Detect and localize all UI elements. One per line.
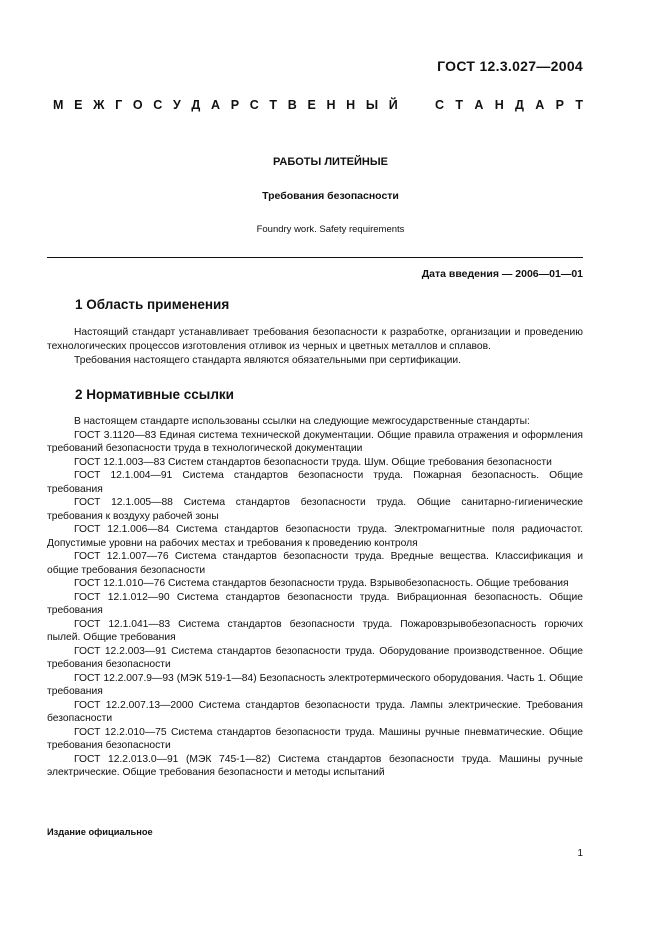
reference-item: ГОСТ 12.1.003—83 Систем стандартов безопасности труда. Шум. Общие требования безопасности <box>74 456 552 468</box>
letter: Н <box>326 98 336 112</box>
letter: Н <box>494 98 504 112</box>
page-number: 1 <box>577 848 583 859</box>
reference-item: ГОСТ 12.2.007.9—93 (МЭК 519-1—84) Безопасность электротермического оборудования. Часть 1. Общие требования <box>47 672 583 697</box>
document-title: РАБОТЫ ЛИТЕЙНЫЕ <box>273 156 388 168</box>
letter: С <box>249 98 259 112</box>
word-standard <box>435 98 583 112</box>
reference-item: ГОСТ 12.1.041—83 Система стандартов безопасности труда. Пожаровзрывобезопасность горючих пылей. Общие требования <box>47 618 583 643</box>
letter: Е <box>307 98 316 112</box>
reference-item: ГОСТ 12.1.006—84 Система стандартов безопасности труда. Электромагнитные поля радиочастот. Допустимые уровни на рабочих местах и требования к проведению контроля <box>47 524 583 549</box>
references-list <box>47 415 583 780</box>
reference-item: ГОСТ 12.1.005—88 Система стандартов безопасности труда. Общие санитарно-гигиенические требования к воздуху рабочей зоны <box>47 497 583 522</box>
scope-paragraph: Настоящий стандарт устанавливает требования безопасности к разработке, организации и проведению технологических процессов изготовления отливок из черных и цветных металлов и сплавов. <box>47 327 583 352</box>
letter: С <box>435 98 445 112</box>
standard-type-heading <box>53 98 583 112</box>
letter: В <box>287 98 297 112</box>
reference-item: ГОСТ 12.2.003—91 Система стандартов безопасности труда. Оборудование производственное. Общие требования безопасности <box>47 645 583 670</box>
letter: Т <box>269 98 278 112</box>
reference-item: ГОСТ 3.1120—83 Единая система технической документации. Общие правила отражения и оформления требований безопасности труда в технологической документации <box>47 429 583 454</box>
letter: Г <box>115 98 123 112</box>
reference-item: ГОСТ 12.2.007.13—2000 Система стандартов безопасности труда. Лампы электрические. Требования безопасности <box>47 699 583 724</box>
letter: Д <box>515 98 524 112</box>
letter: А <box>535 98 545 112</box>
letter: О <box>132 98 143 112</box>
introduction-date: Дата введения — 2006—01—01 <box>421 268 583 280</box>
letter: Т <box>575 98 583 112</box>
letter: Р <box>555 98 564 112</box>
section-heading-references: 2 Нормативные ссылки <box>75 387 234 402</box>
reference-item: ГОСТ 12.2.013.0—91 (МЭК 745-1—82) Система стандартов безопасности труда. Машины ручные электрические. Общие требования безопасности и методы испытаний <box>47 753 583 778</box>
letter: У <box>172 98 181 112</box>
letter: Т <box>455 98 463 112</box>
reference-item: ГОСТ 12.2.010—75 Система стандартов безопасности труда. Машины ручные пневматические. Общие требования безопасности <box>47 726 583 751</box>
letter: С <box>153 98 163 112</box>
letter: Й <box>388 98 398 112</box>
document-number: ГОСТ 12.3.027—2004 <box>437 58 583 74</box>
official-edition-label: Издание официальное <box>47 827 153 837</box>
letter: Ж <box>93 98 105 112</box>
reference-item: ГОСТ 12.1.004—91 Система стандартов безопасности труда. Пожарная безопасность. Общие требования <box>47 470 583 495</box>
scope-paragraph: Требования настоящего стандарта являются обязательными при сертификации. <box>74 355 461 366</box>
reference-item: ГОСТ 12.1.012—90 Система стандартов безопасности труда. Вибрационная безопасность. Общие требования <box>47 591 583 616</box>
word-interstate <box>53 98 398 112</box>
letter: Е <box>74 98 83 112</box>
section-heading-scope: 1 Область применения <box>75 297 230 312</box>
english-title: Foundry work. Safety requirements <box>256 224 405 235</box>
letter: А <box>211 98 221 112</box>
horizontal-rule <box>47 257 583 258</box>
document-subtitle: Требования безопасности <box>262 190 399 202</box>
letter: Д <box>191 98 201 112</box>
letter: Р <box>230 98 240 112</box>
letter: М <box>53 98 64 112</box>
letter: Ы <box>365 98 379 112</box>
references-intro: В настоящем стандарте использованы ссылки на следующие межгосударственные стандарты: <box>74 416 530 427</box>
reference-item: ГОСТ 12.1.007—76 Система стандартов безопасности труда. Вредные вещества. Классификация и общие требования безопасности <box>47 551 583 576</box>
reference-item: ГОСТ 12.1.010—76 Система стандартов безопасности труда. Взрывобезопасность. Общие требования <box>74 578 569 589</box>
letter: А <box>474 98 484 112</box>
letter: Н <box>346 98 356 112</box>
